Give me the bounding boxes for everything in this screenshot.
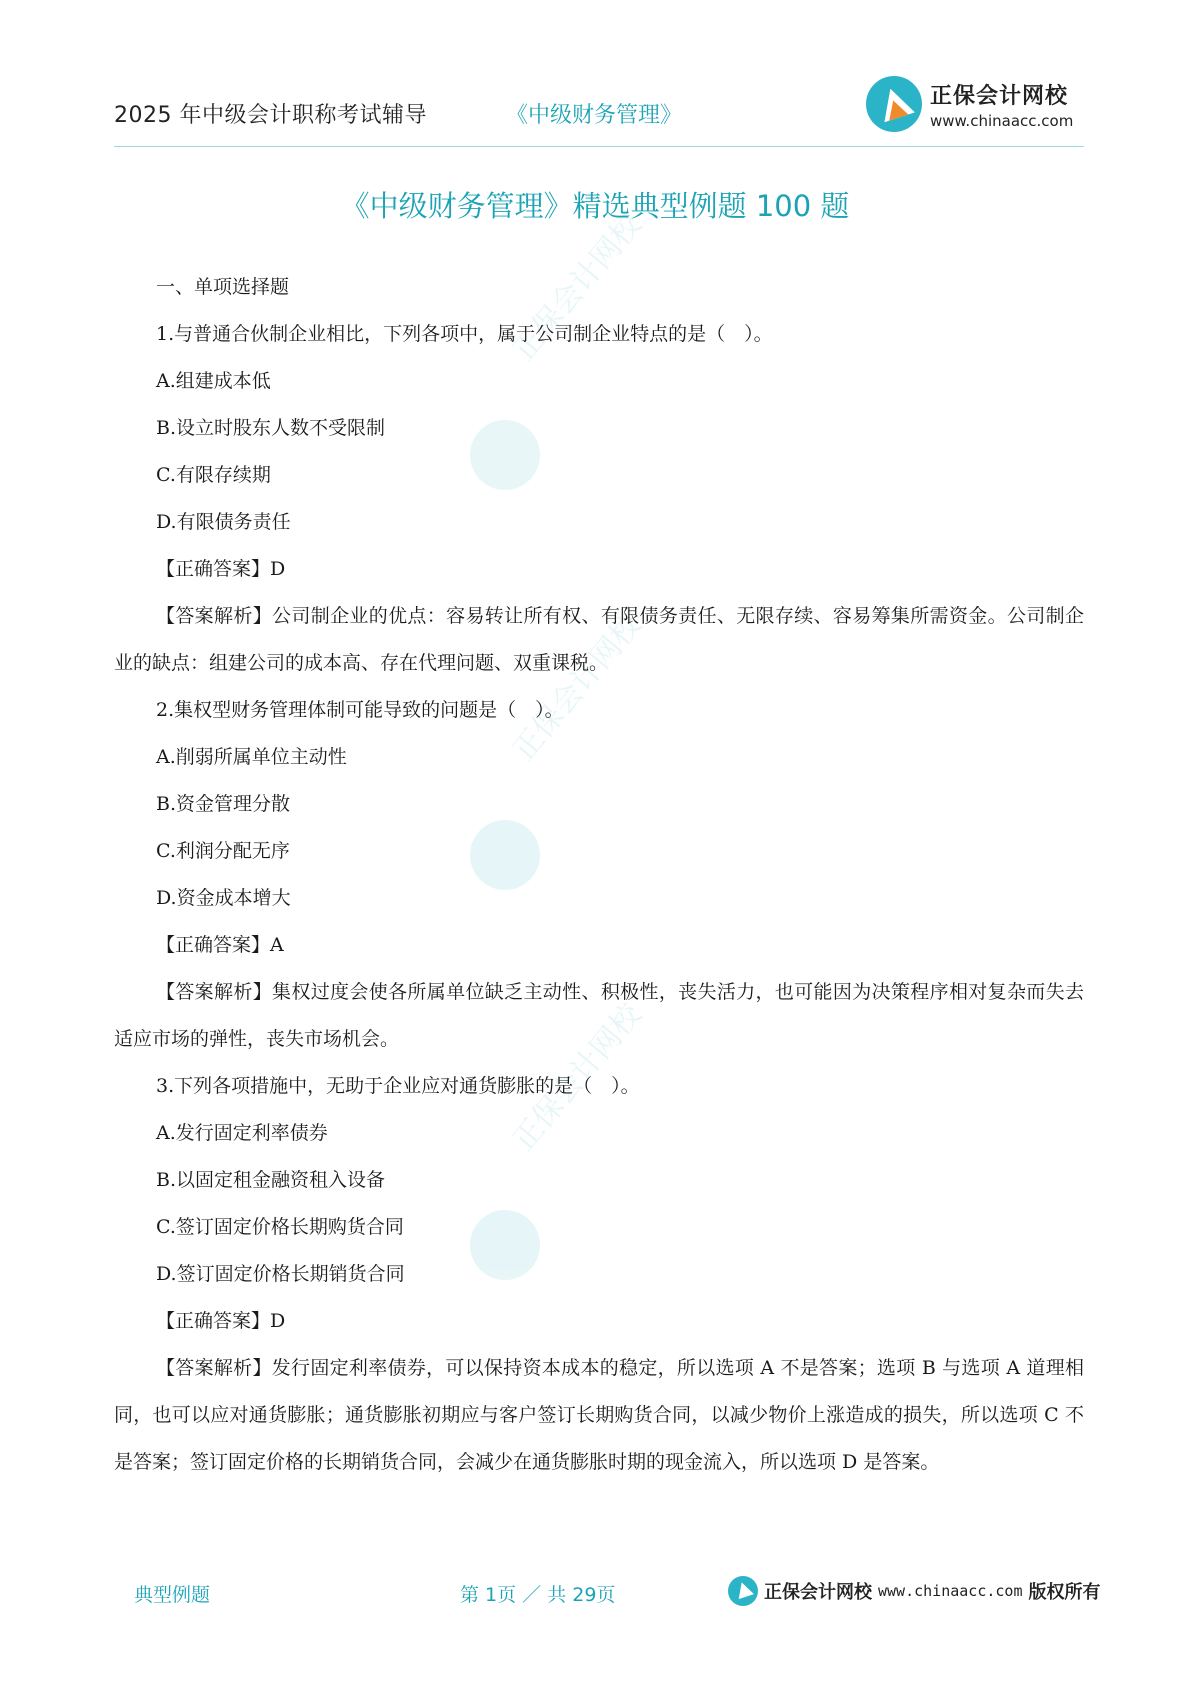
question-option: D.有限债务责任: [156, 511, 291, 533]
question-option: B.资金管理分散: [156, 793, 291, 815]
analysis-label: 【答案解析】: [156, 1357, 272, 1379]
page-header: [114, 70, 1084, 146]
question-stem: 1.与普通合伙制企业相比，下列各项中，属于公司制企业特点的是（ ）。: [156, 323, 773, 345]
question-option: D.签订固定价格长期销货合同: [156, 1263, 405, 1285]
page-number: 第 1页 ／ 共 29页: [460, 1584, 616, 1606]
question-stem: 3.下列各项措施中，无助于企业应对通货膨胀的是（ ）。: [156, 1075, 640, 1097]
question-option: A.发行固定利率债券: [156, 1122, 328, 1144]
question-option: A.组建成本低: [156, 370, 271, 392]
question-option: C.签订固定价格长期购货合同: [156, 1216, 404, 1238]
document-body: [114, 264, 1084, 1486]
logo-icon: [866, 76, 922, 132]
question-stem: 2.集权型财务管理体制可能导致的问题是（ ）。: [156, 699, 564, 721]
page-footer: [0, 1570, 1190, 1610]
analysis-text: 集权过度会使各所属单位缺乏主动性、积极性，丧失活力，也可能因为决策程序相对复杂而失去适应市场的弹性，丧失市场机会。: [114, 981, 1084, 1050]
correct-answer: 【正确答案】A: [156, 934, 284, 956]
answer-analysis: [114, 593, 1084, 687]
footer-rights: 版权所有: [1028, 1582, 1101, 1603]
footer-category: 典型例题: [134, 1584, 211, 1606]
document-title: 《中级财务管理》精选典型例题 100 题: [340, 189, 850, 223]
question-option: B.以固定租金融资租入设备: [156, 1169, 386, 1191]
header-divider: [114, 146, 1084, 147]
footer-brand: [728, 1576, 1101, 1606]
correct-answer: 【正确答案】D: [156, 558, 286, 580]
watermark-text: 正保会计网校: [506, 207, 649, 368]
header-book-title: 《中级财务管理》: [506, 103, 683, 128]
correct-answer: 【正确答案】D: [156, 1310, 286, 1332]
footer-url: www.chinaacc.com: [878, 1582, 1023, 1600]
analysis-label: 【答案解析】: [156, 981, 273, 1003]
header-title: 2025 年中级会计职称考试辅导: [114, 103, 427, 128]
watermark-text: 正保会计网校: [506, 997, 649, 1158]
logo-url: www.chinaacc.com: [930, 111, 1074, 130]
section-heading: 一、单项选择题: [156, 276, 290, 298]
question-option: D.资金成本增大: [156, 887, 291, 909]
question-option: A.削弱所属单位主动性: [156, 746, 347, 768]
analysis-label: 【答案解析】: [156, 605, 273, 627]
footer-brand-name: 正保会计网校: [764, 1582, 872, 1603]
watermark-text: 正保会计网校: [506, 607, 649, 768]
answer-analysis: [114, 1345, 1084, 1486]
analysis-text: 公司制企业的优点：容易转让所有权、有限债务责任、无限存续、容易筹集所需资金。公司制企业的缺点：组建公司的成本高、存在代理问题、双重课税。: [114, 605, 1084, 674]
question-option: C.有限存续期: [156, 464, 271, 486]
logo-name: 正保会计网校: [930, 83, 1069, 109]
brand-logo: [866, 76, 1073, 132]
answer-analysis: [114, 969, 1084, 1063]
footer-logo-icon: [728, 1576, 758, 1606]
analysis-text: 发行固定利率债券，可以保持资本成本的稳定，所以选项 A 不是答案；选项 B 与选项 A 道理相同，也可以应对通货膨胀；通货膨胀初期应与客户签订长期购货合同，以减少物价上涨造成的损失，所以选项 C 不是答案；签订固定价格的长期销货合同，会减少在通货膨胀时期的现金流入，所以选项 D 是答案。: [114, 1357, 1084, 1473]
question-option: C.利润分配无序: [156, 840, 290, 862]
question-option: B.设立时股东人数不受限制: [156, 417, 386, 439]
